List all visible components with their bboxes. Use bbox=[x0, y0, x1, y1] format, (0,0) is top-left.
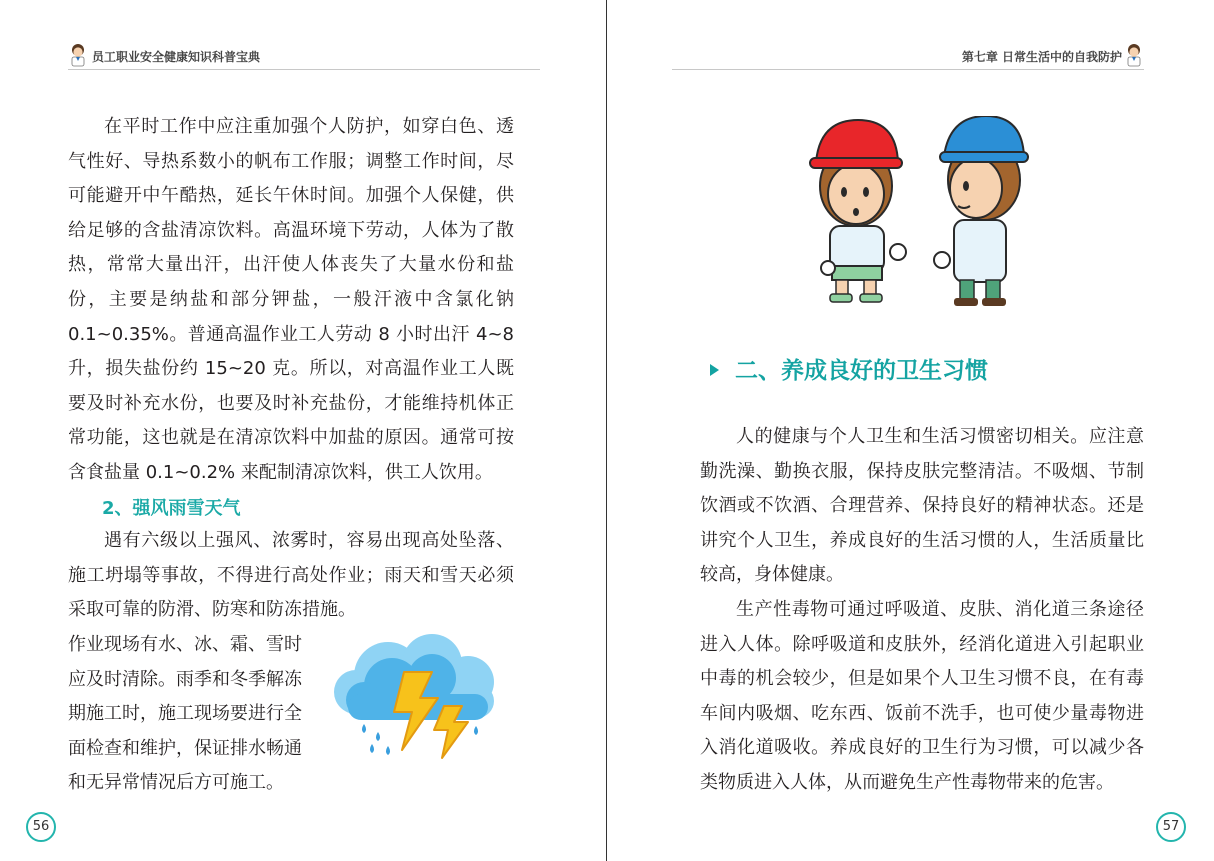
header-title: 第七章 日常生活中的自我防护 bbox=[961, 50, 1122, 64]
text-block-2 bbox=[68, 524, 514, 628]
worker-blue-helmet bbox=[934, 116, 1028, 306]
workers-illustration bbox=[794, 116, 1034, 308]
text-line: 应及时清除。雨季和冬季解冻 bbox=[68, 668, 302, 690]
section-heading-text: 二、养成良好的卫生习惯 bbox=[735, 358, 988, 384]
mascot-icon bbox=[68, 42, 88, 68]
storm-cloud-icon bbox=[328, 628, 510, 764]
page-header bbox=[68, 44, 540, 70]
section-heading bbox=[710, 352, 988, 385]
paragraph: 人的健康与个人卫生和生活习惯密切相关。应注意勤洗澡、勤换衣服，保持皮肤完整清洁。不吸烟、节制饮酒或不饮酒、合理营养、保持良好的精神状态。还是讲究个人卫生，养成良好的生活习惯的人，生活质量比较高，身体健康。 bbox=[700, 426, 1144, 586]
page-number: 57 bbox=[1156, 812, 1186, 842]
paragraph: 遇有六级以上强风、浓雾时，容易出现高处坠落、施工坍塌等事故，不得进行高处作业；雨天和雪天必须采取可靠的防滑、防寒和防冻措施。 bbox=[68, 530, 514, 621]
mascot-icon bbox=[1124, 42, 1144, 68]
page-header bbox=[672, 44, 1144, 70]
paragraph: 生产性毒物可通过呼吸道、皮肤、消化道三条途径进入人体。除呼吸道和皮肤外，经消化道进入引起职业中毒的机会较少，但是如果个人卫生习惯不良，在有毒车间内吸烟、吃东西、饭前不洗手，也可使少量毒物进入消化道吸收。养成良好的卫生行为习惯，可以减少各类物质进入人体，从而避免生产性毒物带来的危害。 bbox=[700, 598, 1144, 793]
text-block-3 bbox=[68, 628, 328, 801]
header-title: 员工职业安全健康知识科普宝典 bbox=[92, 50, 261, 64]
sub-heading: 2、强风雨雪天气 bbox=[102, 498, 241, 519]
text-block-1 bbox=[68, 110, 514, 491]
worker-red-helmet bbox=[810, 120, 906, 302]
text-line: 面检查和维护，保证排水畅通 bbox=[68, 737, 302, 759]
text-line: 期施工时，施工现场要进行全 bbox=[68, 703, 302, 725]
text-line: 作业现场有水、冰、霜、雪时 bbox=[68, 634, 302, 655]
paragraph: 在平时工作中应注重加强个人防护，如穿白色、透气性好、导热系数小的帆布工作服；调整工作时间，尽可能避开中午酷热，延长午休时间。加强个人保健，供给足够的含盐清凉饮料。高温环境下劳动，人体为了散热，常常大量出汗，出汗使人体丧失了大量水份和盐份，主要是纳盐和部分钾盐，一般汗液中含氯化钠 0.1~0.35%。普通高温作业工人劳动 8 小时出汗 4~8 升，损失盐份约 15~20 克。所以，对高温作业工人既要及时补充水份，也要及时补充盐份，才能维持机体正常功能，这也就是在清凉饮料中加盐的原因。通常可按含食盐量 0.1~0.2% 来配制清凉饮料，供工人饮用。 bbox=[68, 116, 514, 483]
right-page bbox=[608, 0, 1214, 861]
text-block-1 bbox=[700, 420, 1144, 801]
page-number: 56 bbox=[26, 812, 56, 842]
header-rule bbox=[672, 69, 1144, 70]
header-rule bbox=[68, 69, 540, 70]
triangle-bullet-icon bbox=[710, 364, 719, 376]
text-line: 和无异常情况后方可施工。 bbox=[68, 772, 284, 794]
